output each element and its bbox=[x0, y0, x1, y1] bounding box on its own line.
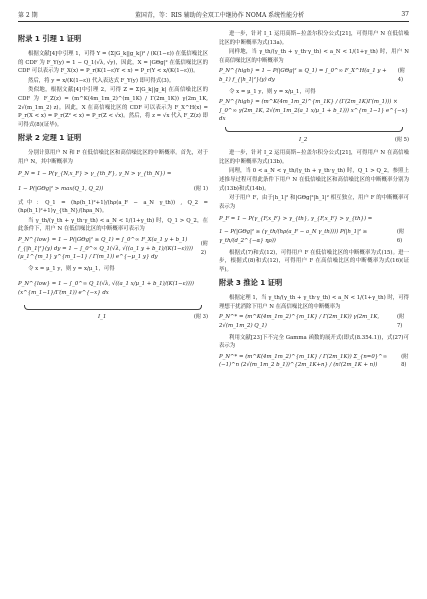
underbrace bbox=[24, 305, 202, 310]
paragraph: 当 γ_th/(γ_th + γ_th·γ_th) < a_N < 1/(1+γ_th) 时，Q_1 > Q_2，在此条件下，用户 N 在低信噪比区的中断概率可表示为 bbox=[18, 217, 208, 233]
paragraph: 式中：Q_1 = (hρ(h_1)²+1)/(hρ(a_F − a_N γ_th)) , Q_2 = (hρ(h_1)²+1)γ_{th_N}/(hρa_N)。 bbox=[18, 199, 208, 215]
equation-body: P_F = 1 − P(γ_{F,x_F} > γ_{th}, γ_{F,x_F} > γ_{th}) = bbox=[219, 216, 373, 223]
running-header bbox=[18, 8, 409, 20]
paragraph: 根据定理 1，当 γ_th/(γ_th + γ_th·γ_th) < a_N < 1/(1+γ_th) 时，可得理想干扰消除下用户 N 在高信噪比区的中断概率为 bbox=[219, 295, 409, 310]
equation-appendix-2 bbox=[18, 236, 208, 262]
equation-body: 1 − P(|GΘg|² > max(Q_1, Q_2)) bbox=[18, 186, 104, 193]
equation-tag: (附 6) bbox=[396, 229, 405, 244]
paragraph: 然后，将 y = x/(K(1−ε)) 代入表达式 F_Y(y) 即可得式(3)。 bbox=[28, 77, 175, 84]
left-column bbox=[18, 30, 208, 327]
equation-appendix-3 bbox=[18, 276, 208, 302]
equation-body: P_N = 1 − P(γ_{N,x_F} > γ_{th_F}, γ_N > γ_{th_N}) = bbox=[18, 171, 172, 178]
equation-appendix-4 bbox=[219, 67, 409, 84]
equation-appendix-1 bbox=[18, 184, 208, 196]
equation-appendix-8 bbox=[219, 353, 409, 370]
equation-label-row bbox=[219, 134, 409, 146]
paragraph: 对于用户 F，由于|h_1|² 和|GΘg|²|h_1|² 相互独立，用户 F 的中断概率可表示为 bbox=[219, 195, 409, 210]
paragraph: 分别计算用户 N 和 F 在低信噪比区和高信噪比区的中断概率。首先，对于用户 N，其中断概率为 bbox=[18, 150, 208, 165]
issue-label: 第 2 期 bbox=[18, 11, 38, 19]
equation-appendix-6 bbox=[219, 228, 409, 245]
appendix-2-heading: 附录 2 定理 1 证明 bbox=[18, 133, 82, 143]
paragraph: 根据文献[4]中引理 1，可得 Y = (Σ|G_k||g_k|)² / (K(1−ε)) 在低信噪比区的 CDF 为 F_Y(y) = 1 − Q_1(√λ, √y)，因此，X = |GΘg|² 在低信噪比区的 CDF 可以表示为 F_X(x) = P_r(K(1−ε)Y < x) = P_r(Y < x/(K(1−ε)))。 bbox=[18, 51, 208, 75]
paragraph: 利用文献[23]下不完全 Gamma 函数的展开式(即式(8.354.1))，式(27)可表示为 bbox=[219, 334, 409, 350]
paragraph: 令 x = μ_1 y，则 y = x/μ_1，可得 bbox=[229, 88, 316, 95]
equation-body: P_N^* = (m^K(4m_1m_2)^{m_1K} / Γ(2m_1K)) Σ_{n=0}^∞ (−1)^n (2√(m_1m_2 b_1))^{2m_1K+n} / (n!(2m_1K + n)) bbox=[219, 353, 388, 369]
equation-body: 1 − P(|GΘg|² ≥ (γ_th/(hρ(a_F − a_N γ_th)))) P(|h_1|² ≥ γ_th/(d_2^{−α} ηρ)) bbox=[219, 229, 368, 244]
equation-body: P_N^{low} = 1 − P(|GΘg|² ≥ Q_1) = ∫_0^∞ F_X(a_1 y + b_1) f_{|h_1|²}(y) dy = 1 − ∫_0^∞ Q_1(√λ, √((a_1 y + b_1)/(K(1−ε)))) (μ_1^{m_1} y^{m_1−1} / Γ(m_1)) e^{−μ_1 y} dy bbox=[18, 237, 193, 261]
equation-tag: (附 8) bbox=[401, 353, 409, 369]
equation-tag: (附 3) bbox=[193, 314, 208, 321]
equation-appendix-7 bbox=[219, 313, 409, 330]
equation-tag: (附 2) bbox=[200, 241, 208, 256]
paragraph: 同理，当 0 < a_N < γ_th/(γ_th + γ_th·γ_th) 时，Q_1 > Q_2，参照上述推导过程可得此条件下用户 N 在低信噪比区和高信噪比区的中断概率分别为式(13b)和式(14b)。 bbox=[219, 168, 409, 192]
equation-body: P_N^{high} = 1 − P(|GΘg|² ≥ Q_1) = ∫_0^∞ F_X^H(a_1 y + b_1) f_{|h_1|²}(y) dy bbox=[219, 68, 387, 83]
equation-body: P_N^{low} = 1 − ∫_0^∞ Q_1(√λ, √((a_1 x/μ_1 + b_1)/(K(1−ε)))) (x^{m_1−1}/Γ(m_1)) e^{−x} dx bbox=[18, 280, 194, 296]
paragraph: 令 x = μ_1 y，则 y = x/μ_1，可得 bbox=[28, 265, 115, 272]
equation-label-row bbox=[18, 312, 208, 324]
equation-tag: (附 4) bbox=[397, 68, 405, 83]
paragraph: 进一步，针对 I_2 运用高斯−拉盖尔积分公式[21]，可得用户 N 在高信噪比区的中断概率为式(13b)。 bbox=[219, 150, 409, 165]
underbrace bbox=[225, 127, 403, 132]
appendix-1-heading: 附录 1 引理 1 证明 bbox=[18, 34, 82, 43]
equation-tag: (附 7) bbox=[396, 314, 405, 330]
equation-appendix-5 bbox=[219, 98, 409, 124]
underbrace-label: I_1 bbox=[98, 314, 107, 321]
equation bbox=[18, 169, 208, 181]
running-title: 董国青，等：RIS 辅助的全双工中继协作 NOMA 系统性能分析 bbox=[134, 11, 305, 19]
appendix-3-heading: 附录 3 推论 1 证明 bbox=[219, 278, 283, 288]
equation bbox=[219, 213, 409, 225]
equation-body: P_N^* = (m^K(4m_1m_2)^{m_1K} / Γ(2m_1K)) γ(2m_1K, 2√(m_1m_2) Q_1) bbox=[219, 314, 380, 330]
equation-tag: (附 1) bbox=[193, 186, 208, 193]
right-column bbox=[219, 30, 409, 373]
paragraph: 同样地，当 γ_th/(γ_th + γ_th·γ_th) < a_N < 1/(1+γ_th) 时，用户 N 在高信噪比区的中断概率为 bbox=[219, 49, 409, 64]
equation-body: P_N^{high} = (m^K(4m_1m_2)^{m_1K} / (Γ(2m_1K)Γ(m_1))) × ∫_0^∞ γ(2m_1K, 2√(m_1m_2(a_1 x/μ_1 + b_1))) x^{m_1−1} e^{−x} dx bbox=[219, 99, 409, 123]
equation-tag: (附 5) bbox=[394, 136, 409, 143]
paragraph: 进一步，针对 I_1 运用高斯−拉盖尔积分公式[21]，可得用户 N 在低信噪比区的中断概率为式(13a)。 bbox=[219, 31, 409, 46]
paragraph: 根据式(7)和式(12)，可得用户 F 在低信噪比区的中断概率为式(15)。进一步，根据式(8)和式(12)，可得用户 F 在高信噪比区的中断概率为式(16)(证毕)。 bbox=[219, 249, 409, 273]
page-number: 37 bbox=[401, 10, 409, 18]
paragraph: 类似地，根据文献[4]中引理 2，可得 Z = Σ|G_k||g_k| 在高信噪比区的 CDF 为 F_Z(z) = (m^K(4m_1m_2)^(m_1K) / Γ(2m_1K)) γ(2m_1K, 2√(m_1m_2) z)。因此，X 在高信噪比区的 CDF 可以表示为 F_X^H(x) = P_r(X < x) = P_r(Z² < x) = P_r(Z < √x)。然后，将 z = √x 代入 F_Z(z) 即可得式(8)(证毕)。 bbox=[18, 87, 208, 128]
underbrace-label: I_2 bbox=[299, 136, 308, 143]
header-rule bbox=[18, 21, 409, 22]
